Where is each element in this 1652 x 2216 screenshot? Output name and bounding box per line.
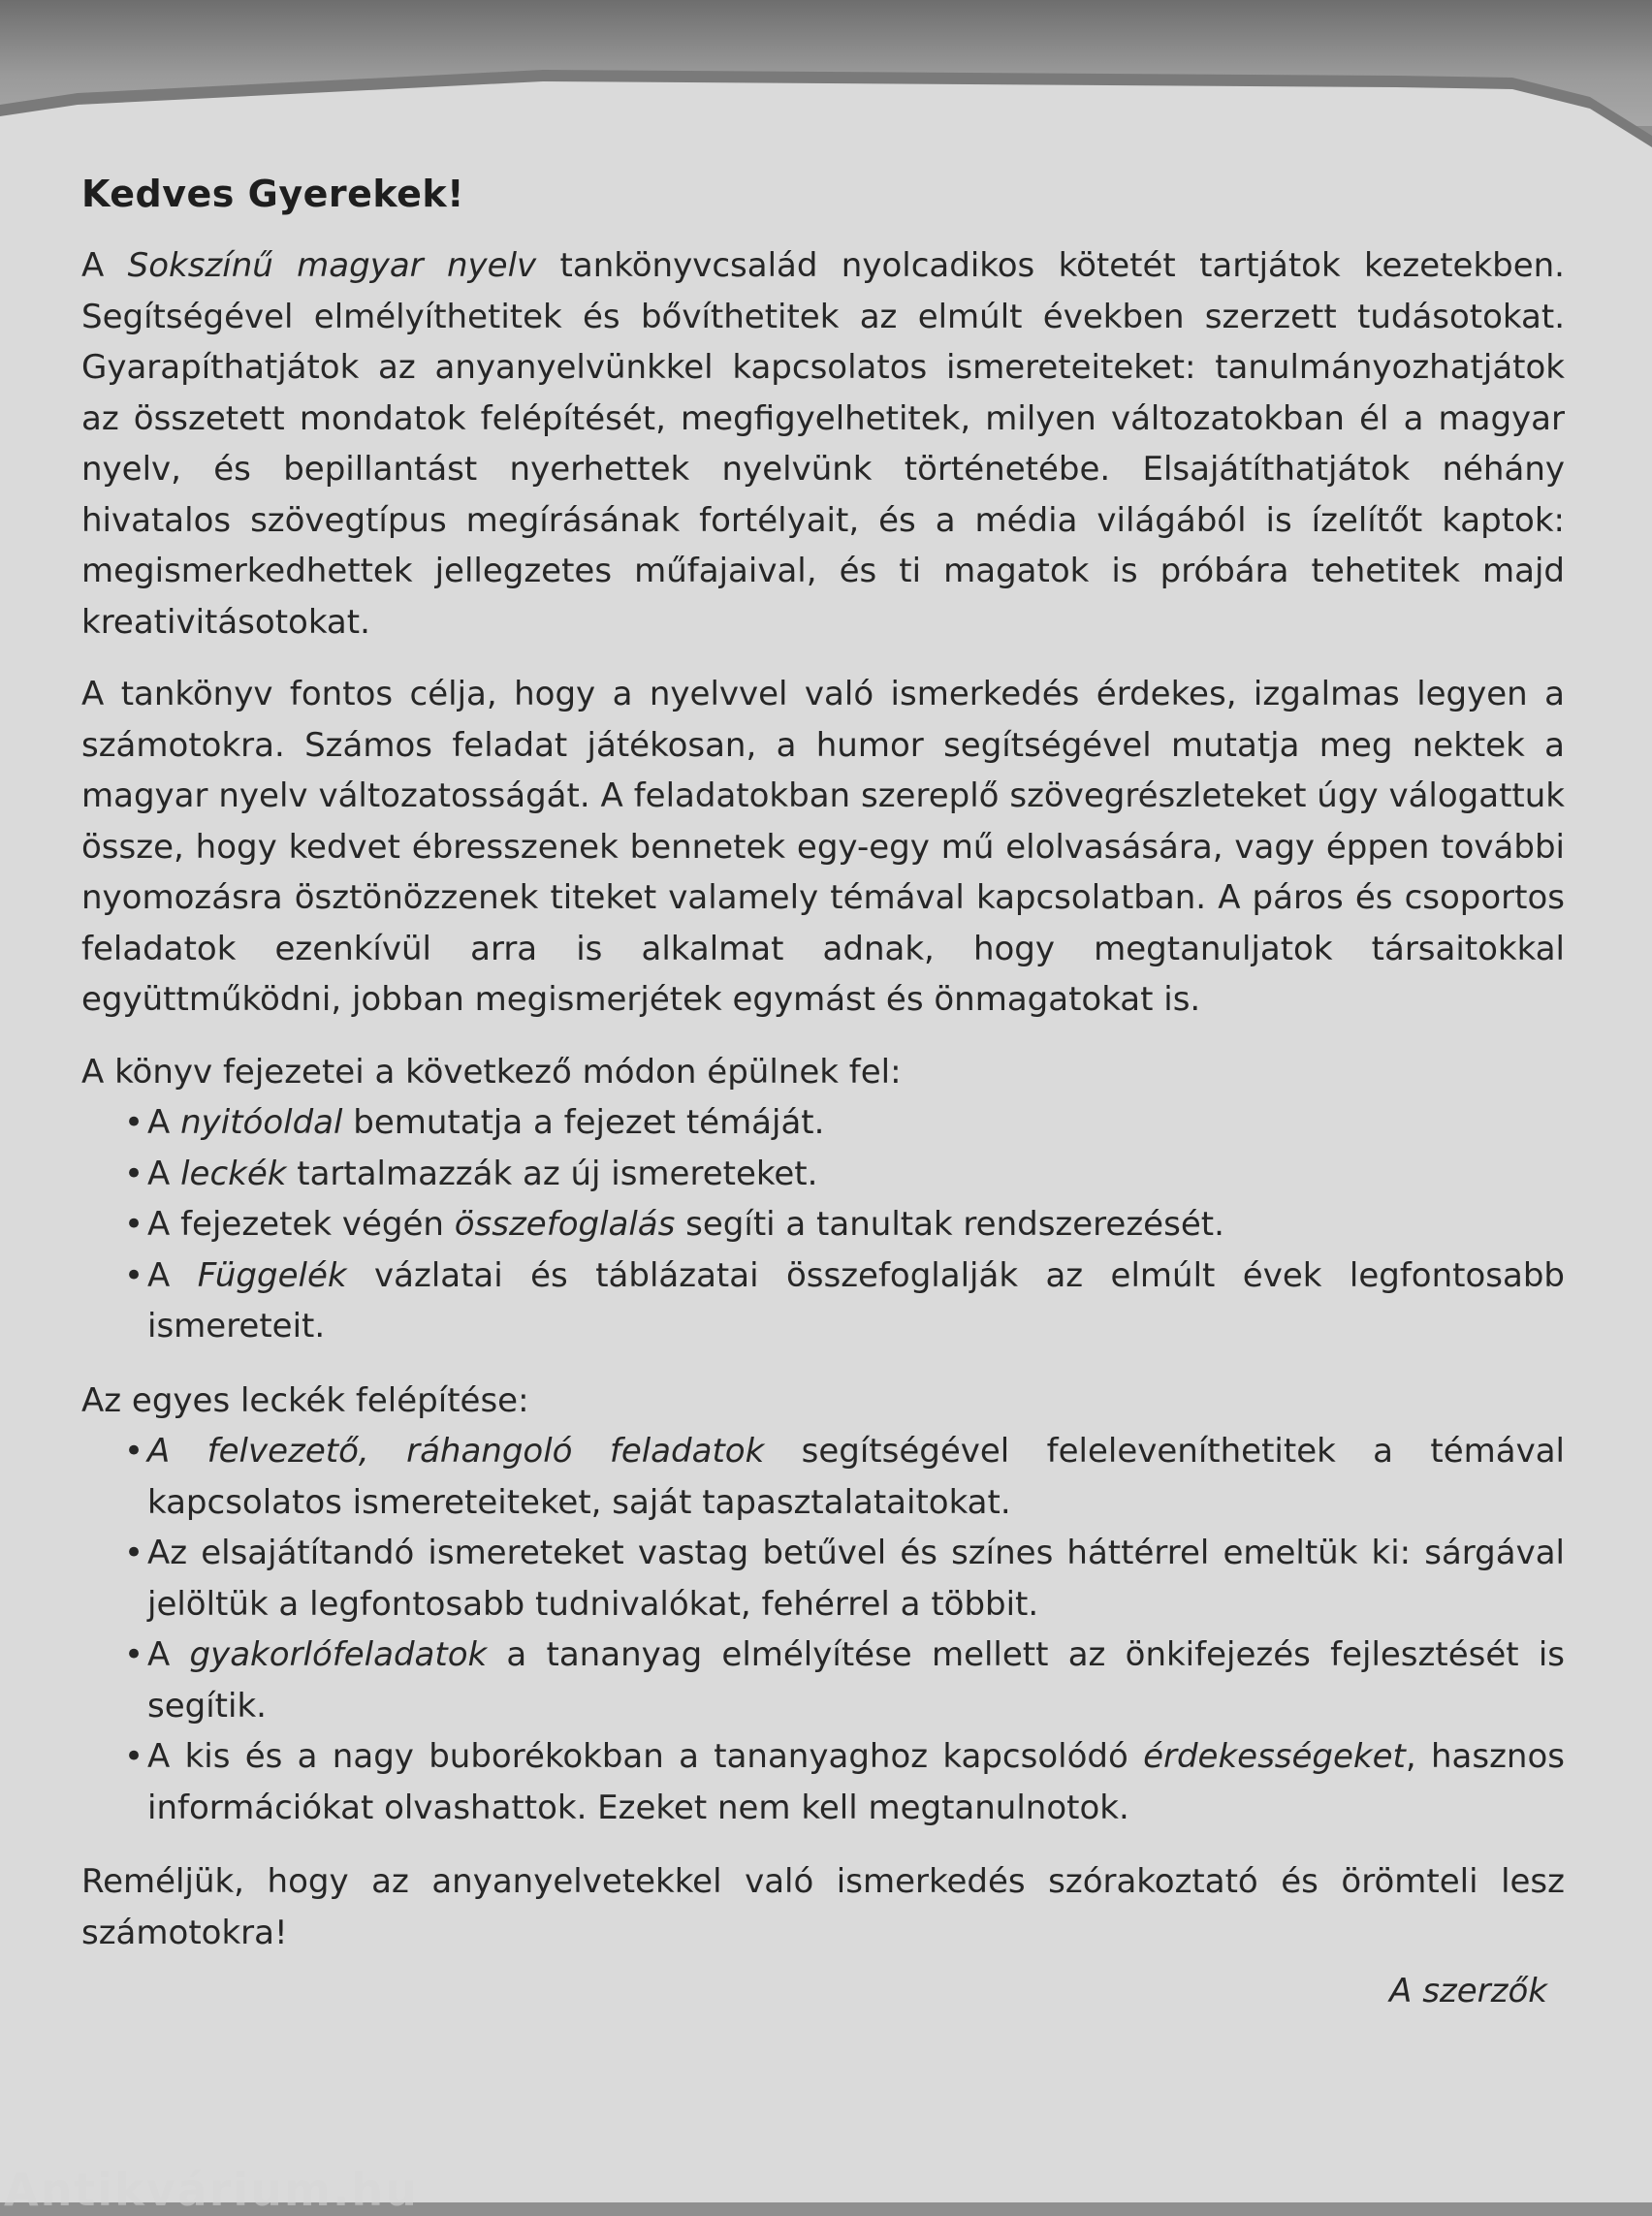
closing-paragraph: Reméljük, hogy az anyanyelvetekkel való ismerkedés szórakoztató és örömteli lesz számotokra! [81,1862,1565,1952]
page-title: Kedves Gyerekek! [81,173,465,215]
intro-paragraph-1 [81,240,1565,648]
intro-text-start: A [81,246,128,285]
list-item: • A leckék tartalmazzák az új ismereteket. [124,1149,1565,1200]
lessons-list [81,1426,1565,1833]
lessons-section [81,1376,1565,1834]
chapters-section [81,1047,1565,1352]
intro-text-rest: tankönyvcsalád nyolcadikos kötetét tartjátok kezetekben. Segítségével elmélyíthetitek és bővíthetitek az elmúlt években szerzett tudásotokat. Gyarapíthatjátok az anyanyelvünkkel kapcsolatos ismereteiteket: tanulmányozhatjátok az összetett mondatok felépítését, megfigyelhetitek, milyen változatokban él a magyar nyelv, és bepillantást nyerhettek nyelvünk történetébe. Elsajátíthatjátok néhány hivatalos szövegtípus megírásának fortélyait, és a média világából is ízelítőt kaptok: megismerkedhettek jellegzetes műfajaival, és ti magatok is próbára tehetitek majd kreativitásotokat. [81,246,1565,642]
page-content [81,173,1565,2017]
list-item: • A fejezetek végén összefoglalás segíti a tanultak rendszerezését. [124,1199,1565,1250]
book-title: Sokszínű magyar nyelv [127,246,537,285]
list-item: • A gyakorlófeladatok a tananyag elmélyítése mellett az önkifejezés fejlesztését is segítik. [124,1630,1565,1731]
lessons-lead: Az egyes leckék felépítése: [81,1380,529,1420]
list-item: • Az elsajátítandó ismereteket vastag betűvel és színes háttérrel emeltük ki: sárgával jelöltük a legfontosabb tudnivalókat, fehérrel a többit. [124,1528,1565,1630]
list-item: • A felvezető, ráhangoló feladatok segítségével feleleveníthetitek a témával kapcsolatos ismereteiteket, saját tapasztalataitokat. [124,1426,1565,1528]
list-item: • A kis és a nagy buborékokban a tananyaghoz kapcsolódó érdekességeket, hasznos információkat olvashattok. Ezeket nem kell megtanulnotok. [124,1731,1565,1833]
list-item: • A nyitóoldal bemutatja a fejezet témáját. [124,1097,1565,1149]
signature: A szerzők [1389,1972,1547,2010]
chapters-lead: A könyv fejezetei a következő módon épülnek fel: [81,1052,902,1092]
list-item: • A Függelék vázlatai és táblázatai összefoglalják az elmúlt évek legfontosabb ismereteit. [124,1250,1565,1352]
watermark: Antikvárium.hu [4,2164,419,2216]
intro-paragraph-2: A tankönyv fontos célja, hogy a nyelvvel való ismerkedés érdekes, izgalmas legyen a számotokra. Számos feladat játékosan, a humor segítségével mutatja meg nektek a magyar nyelv változatosságát. A feladatokban szereplő szövegrészleteket úgy válogattuk össze, hogy kedvet ébresszenek bennetek egy-egy mű elolvasására, vagy éppen további nyomozásra ösztönözzenek titeket valamely témával kapcsolatban. A páros és csoportos feladatok ezenkívül arra is alkalmat adnak, hogy megtanuljatok társaitokkal együttműködni, jobban megismerjétek egymást és önmagatokat is. [81,675,1565,1019]
chapters-list [81,1097,1565,1352]
